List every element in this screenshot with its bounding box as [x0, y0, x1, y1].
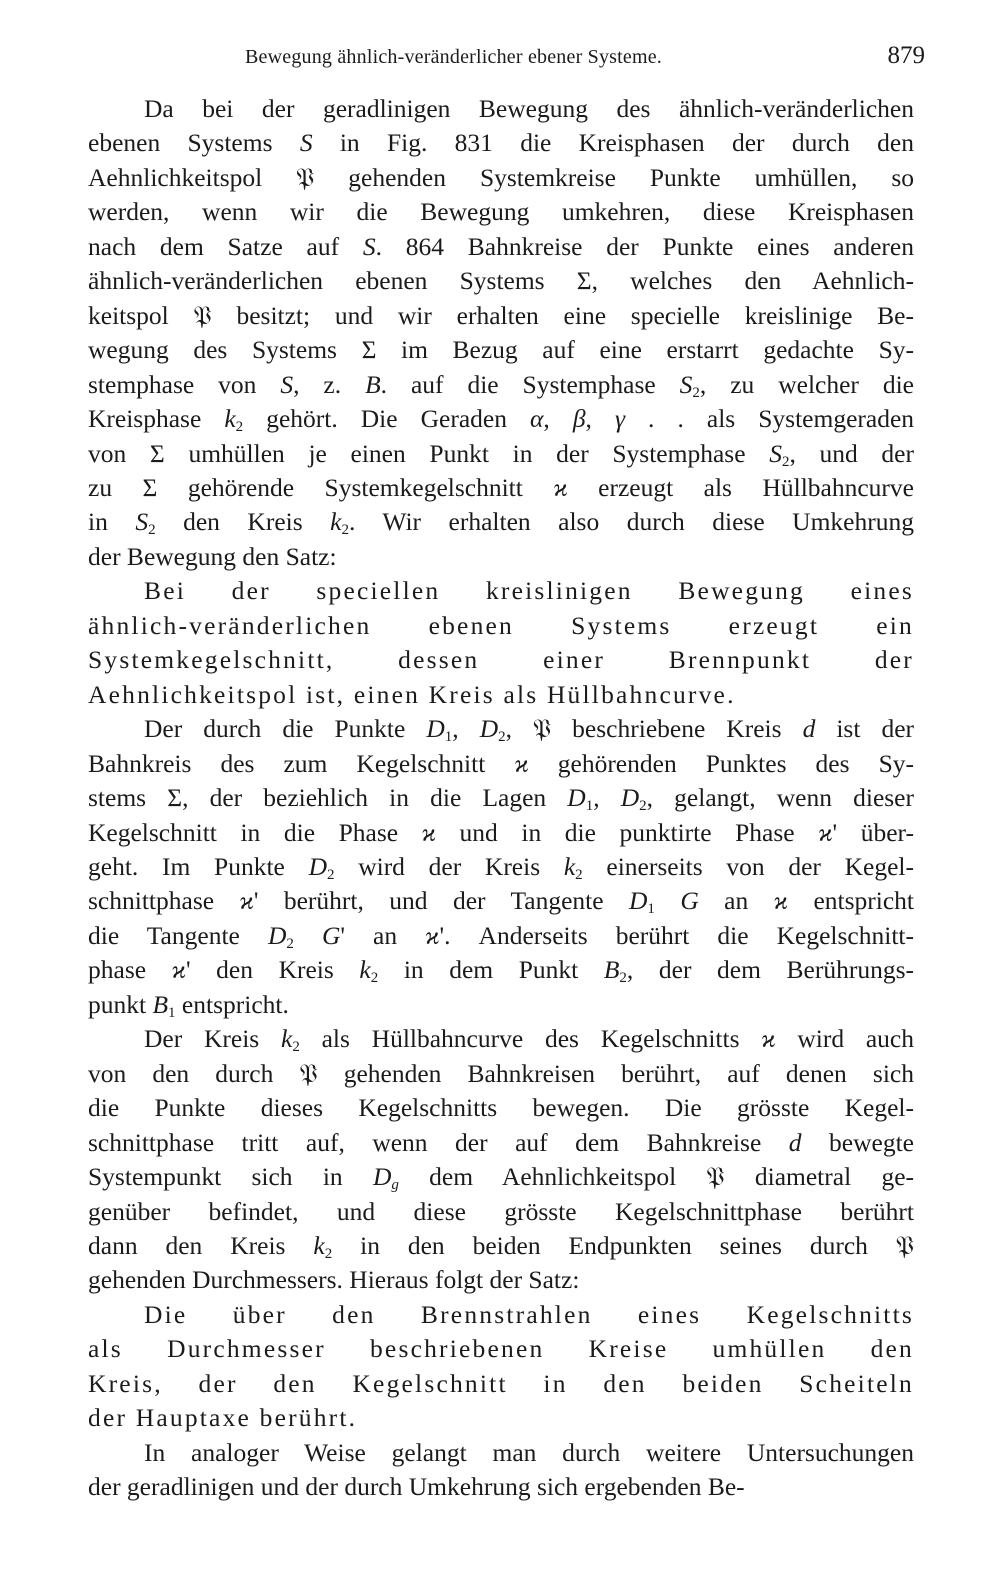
- text-line: geht. Im Punkte $D_2$ wird der Kreis $k_2$ einerseits von der Kegel-: [88, 851, 914, 883]
- theorem-line: Kreis, der den Kegelschnitt in den beiden Scheiteln: [88, 1368, 914, 1398]
- text-line: schnittphase ϰ' berührt, und der Tangente $D_1$ G an ϰ entspricht: [88, 886, 914, 918]
- page-number: 879: [887, 42, 925, 69]
- theorem-line: als Durchmesser beschriebenen Kreise umhüllen den: [88, 1334, 914, 1364]
- text-line: nach dem Satze auf S. 864 Bahnkreise der Punkte eines anderen: [88, 231, 914, 261]
- text-line: Der durch die Punkte $D_1$, $D_2$, 𝔓 beschriebene Kreis d ist der: [144, 714, 915, 746]
- text-line: die Tangente $D_2$ G' an ϰ'. Anderseits berührt die Kegelschnitt-: [88, 920, 914, 952]
- text-line: in $S_2$ den Kreis $k_2$. Wir erhalten also durch diese Umkehrung: [88, 507, 914, 539]
- text-line: gehenden Durchmessers. Hieraus folgt der Satz:: [88, 1265, 580, 1295]
- theorem-line: Die über den Brennstrahlen eines Kegelschnitts: [144, 1299, 914, 1329]
- text-line: stemphase von S, z. B. auf die Systemphase $S_2$, zu welcher die: [88, 369, 914, 401]
- text-line: von Σ umhüllen je einen Punkt in der Systemphase $S_2$, und der: [88, 438, 914, 470]
- text-line: der Bewegung den Satz:: [88, 541, 337, 571]
- text-line: Systempunkt sich in $D_g$ dem Aehnlichkeitspol 𝔓 diametral ge-: [88, 1162, 915, 1194]
- text-line: schnittphase tritt auf, wenn der auf dem Bahnkreise d bewegte: [88, 1127, 914, 1157]
- text-line: punkt $B_1$ entspricht.: [88, 989, 289, 1021]
- text-line: der geradlinigen und der durch Umkehrung sich ergebenden Be-: [88, 1472, 745, 1502]
- text-line: Aehnlichkeitspol 𝔓 gehenden Systemkreise Punkte umhüllen, so: [88, 162, 914, 192]
- text-line: werden, wenn wir die Bewegung umkehren, diese Kreisphasen: [88, 197, 914, 227]
- page-body: [88, 92, 914, 1505]
- theorem-line: Systemkegelschnitt, dessen einer Brennpunkt der: [88, 645, 914, 675]
- theorem-line: Bei der speciellen kreislinigen Bewegung eines: [144, 576, 914, 606]
- running-title: Bewegung ähnlich-veränderlicher ebener Systeme.: [245, 46, 663, 68]
- text-line: stems Σ, der beziehlich in die Lagen $D_1$, $D_2$, gelangt, wenn dieser: [88, 783, 914, 815]
- theorem-line: Aehnlichkeitspol ist, einen Kreis als Hüllbahncurve.: [88, 679, 736, 709]
- text-line: Kreisphase $k_2$ gehört. Die Geraden α, β, γ . . als Systemgeraden: [88, 404, 915, 436]
- text-line: genüber befindet, und diese grösste Kegelschnittphase berührt: [88, 1196, 914, 1226]
- theorem-line: der Hauptaxe berührt.: [88, 1403, 358, 1433]
- text-line: die Punkte dieses Kegelschnitts bewegen. Die grösste Kegel-: [88, 1093, 914, 1123]
- text-line: wegung des Systems Σ im Bezug auf eine erstarrt gedachte Sy-: [88, 335, 914, 365]
- page-header: [245, 40, 925, 80]
- text-line: von den durch 𝔓 gehenden Bahnkreisen berührt, auf denen sich: [88, 1058, 914, 1088]
- text-line: keitspol 𝔓 besitzt; und wir erhalten eine specielle kreislinige Be-: [88, 300, 914, 330]
- text-line: ebenen Systems S in Fig. 831 die Kreisphasen der durch den: [88, 128, 914, 158]
- text-line: phase ϰ' den Kreis $k_2$ in dem Punkt $B_2$, der dem Berührungs-: [88, 955, 914, 987]
- theorem-line: ähnlich-veränderlichen ebenen Systems erzeugt ein: [88, 610, 914, 640]
- text-line: Der Kreis $k_2$ als Hüllbahncurve des Kegelschnitts ϰ wird auch: [144, 1024, 915, 1056]
- text-line: dann den Kreis $k_2$ in den beiden Endpunkten seines durch 𝔓: [88, 1230, 914, 1262]
- text-line: In analoger Weise gelangt man durch weitere Untersuchungen: [144, 1437, 914, 1467]
- text-line: Bahnkreis des zum Kegelschnitt ϰ gehörenden Punktes des Sy-: [88, 748, 915, 778]
- text-line: Da bei der geradlinigen Bewegung des ähnlich-veränderlichen: [144, 94, 914, 123]
- text-line: Kegelschnitt in die Phase ϰ und in die punktirte Phase ϰ' über-: [88, 817, 914, 847]
- text-line: ähnlich-veränderlichen ebenen Systems Σ, welches den Aehnlich-: [88, 266, 914, 296]
- text-line: zu Σ gehörende Systemkegelschnitt ϰ erzeugt als Hüllbahncurve: [88, 472, 914, 502]
